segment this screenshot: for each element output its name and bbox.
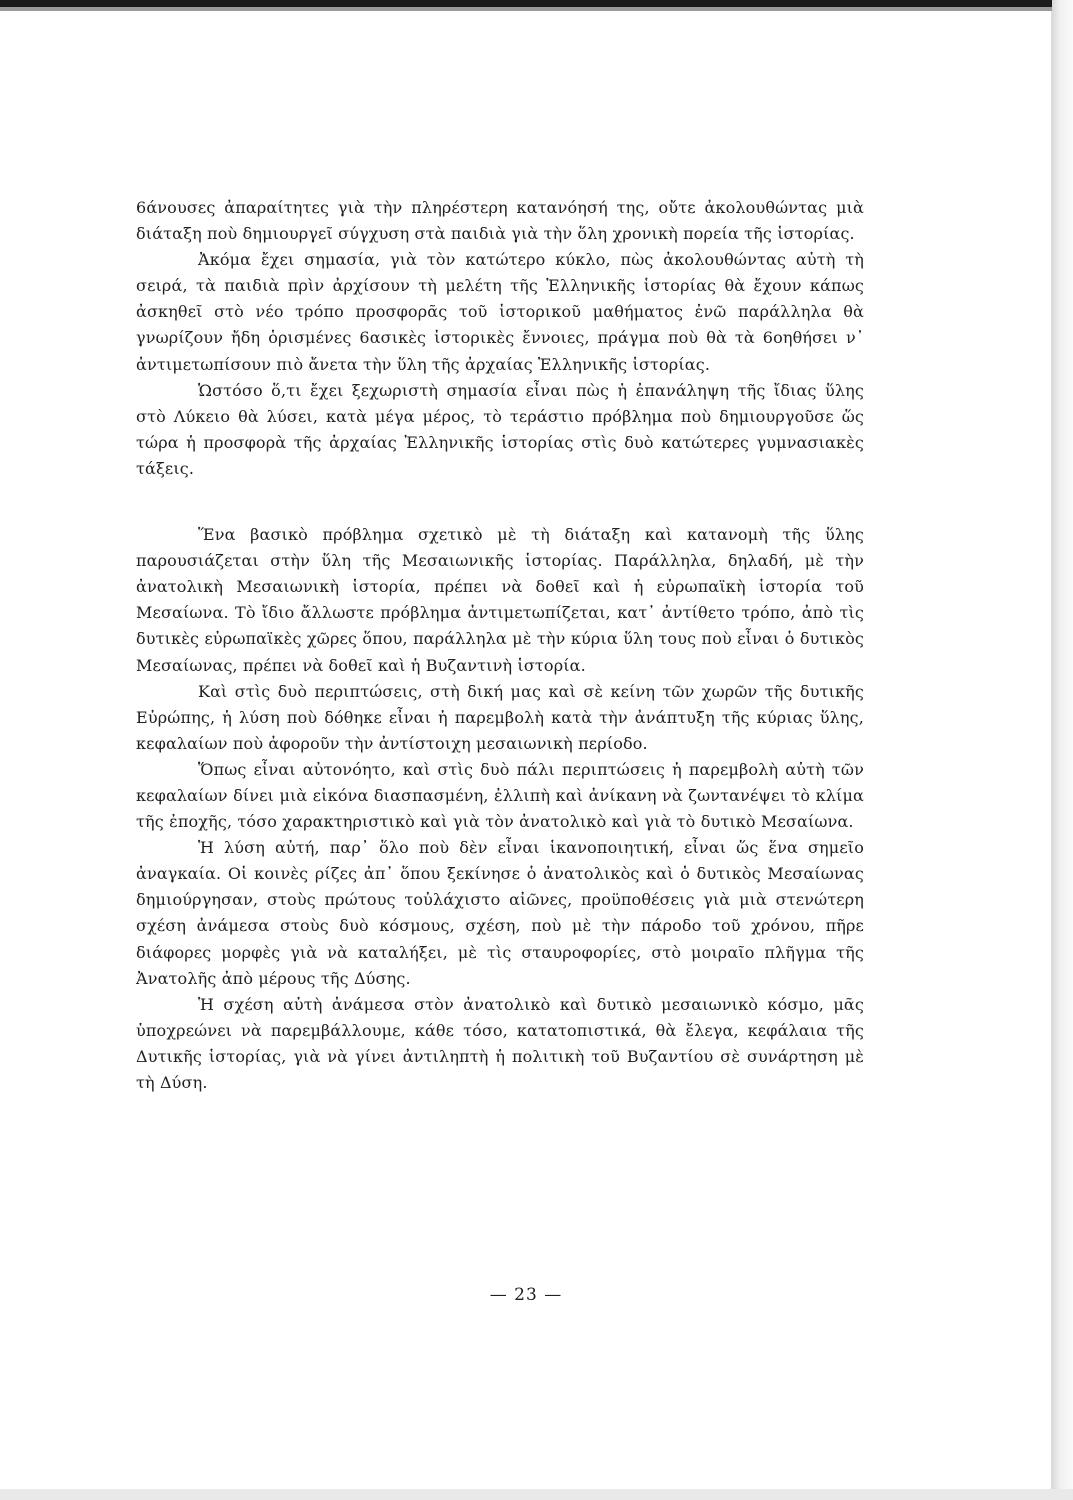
paragraph-1: 6άνουσες ἀπαραίτητες γιὰ τὴν πληρέστερη κατανόησή της, οὔτε ἀκολουθώντας μιὰ διάταξη ποὺ δημιουργεῖ σύγχυση στὰ παιδιὰ γιὰ τὴν ὅλη χρονικὴ πορεία τῆς ἱστορίας.	[136, 198, 864, 244]
paragraph-3: Ὡστόσο ὅ,τι ἔχει ξεχωριστὴ σημασία εἶναι πὼς ἡ ἐπανάληψη τῆς ἴδιας ὕλης στὸ Λύκειο θὰ λύσει, κατὰ μέγα μέρος, τὸ τεράστιο πρόβλημα ποὺ δημιουργοῦσε ὥς τώρα ἡ προσφορὰ τῆς ἀρχαίας Ἑλληνικῆς ἱστορίας στὶς δυὸ κατώτερες γυμνασιακὲς τάξεις.	[136, 380, 864, 478]
scan-bottom-edge	[0, 1489, 1073, 1500]
paragraph-7: Ἡ λύση αὐτή, παρ᾽ ὅλο ποὺ δὲν εἶναι ἱκανοποιητική, εἶναι ὥς ἕνα σημεῖο ἀναγκαία. Οἱ κοινὲς ρίζες ἀπ᾽ ὅπου ξεκίνησε ὁ ἀνατολικὸς καὶ ὁ δυτικὸς Μεσαίωνας δημιούργησαν, στοὺς πρώτους τοὐλάχιστο αἰῶνες, προϋποθέσεις γιὰ μιὰ στενώτερη σχέση ἀνάμεσα στοὺς δυὸ κόσμους, σχέση, ποὺ μὲ τὴν πάροδο τοῦ χρόνου, πῆρε διάφορες μορφὲς γιὰ νὰ καταλήξει, μὲ τὶς σταυροφορίες, στὸ μοιραῖο πλῆγμα τῆς Ἀνατολῆς ἀπὸ μέρους τῆς Δύσης.	[136, 838, 864, 988]
page-text-block	[136, 195, 864, 1096]
page-number: — 23 —	[489, 1285, 563, 1305]
document-page	[0, 11, 1052, 1489]
scan-top-shadow	[0, 0, 1073, 7]
section-spacer	[136, 482, 864, 522]
paragraph-5: Καὶ στὶς δυὸ περιπτώσεις, στὴ δική μας καὶ σὲ κείνη τῶν χωρῶν τῆς δυτικῆς Εὐρώπης, ἡ λύση ποὺ δόθηκε εἶναι ἡ παρεμβολὴ κατὰ τὴν ἀνάπτυξη τῆς κύριας ὕλης, κεφαλαίων ποὺ ἀφοροῦν τὴν ἀντίστοιχη μεσαιωνικὴ περίοδο.	[136, 681, 864, 753]
page-binding-edge	[1052, 0, 1073, 1500]
paragraph-2: Ἀκόμα ἔχει σημασία, γιὰ τὸν κατώτερο κύκλο, πὼς ἀκολουθώντας αὐτὴ τὴ σειρά, τὰ παιδιὰ πρὶν ἀρχίσουν τὴ μελέτη τῆς Ἑλληνικῆς ἱστορίας θὰ ἔχουν κάπως ἀσκηθεῖ στὸ νέο τρόπο προσφορᾶς τοῦ ἱστορικοῦ μαθήματος ἐνῶ παράλληλα θὰ γνωρίζουν ἤδη ὁρισμένες 6ασικὲς ἱστορικὲς ἔννοιες, πράγμα ποὺ θὰ τὰ 6οηθήσει ν᾽ ἀντιμετωπίσουν πιὸ ἄνετα τὴν ὕλη τῆς ἀρχαίας Ἑλληνικῆς ἱστορίας.	[136, 250, 864, 374]
paragraph-4: Ἕνα βασικὸ πρόβλημα σχετικὸ μὲ τὴ διάταξη καὶ κατανομὴ τῆς ὕλης παρουσιάζεται στὴν ὕλη τῆς Μεσαιωνικῆς ἱστορίας. Παράλληλα, δηλαδή, μὲ τὴν ἀνατολικὴ Μεσαιωνικὴ ἱστορία, πρέπει νὰ δοθεῖ καὶ ἡ εὐρωπαϊκὴ ἱστορία τοῦ Μεσαίωνα. Τὸ ἴδιο ἄλλωστε πρόβλημα ἀντιμετωπίζεται, κατ᾽ ἀντίθετο τρόπο, ἀπὸ τὶς δυτικὲς εὐρωπαϊκὲς χῶρες ὅπου, παράλληλα μὲ τὴν κύρια ὕλη τους ποὺ εἶναι ὁ δυτικὸς Μεσαίωνας, πρέπει νὰ δοθεῖ καὶ ἡ Βυζαντινὴ ἱστορία.	[136, 525, 864, 675]
paragraph-8: Ἡ σχέση αὐτὴ ἀνάμεσα στὸν ἀνατολικὸ καὶ δυτικὸ μεσαιωνικὸ κόσμο, μᾶς ὑποχρεώνει νὰ παρεμβάλλουμε, κάθε τόσο, κατατοπιστικά, θὰ ἔλεγα, κεφάλαια τῆς Δυτικῆς ἱστορίας, γιὰ νὰ γίνει ἀντιληπτὴ ἡ πολιτικὴ τοῦ Βυζαντίου σὲ συνάρτηση μὲ τὴ Δύση.	[136, 994, 864, 1092]
paragraph-6: Ὅπως εἶναι αὐτονόητο, καὶ στὶς δυὸ πάλι περιπτώσεις ἡ παρεμβολὴ αὐτὴ τῶν κεφαλαίων δίνει μιὰ εἰκόνα διασπασμένη, ἐλλιπὴ καὶ ἀνίκανη νὰ ζωντανέψει τὸ κλίμα τῆς ἐποχῆς, τόσο χαρακτηριστικὸ καὶ γιὰ τὸν ἀνατολικὸ καὶ γιὰ τὸ δυτικὸ Μεσαίωνα.	[136, 759, 864, 832]
